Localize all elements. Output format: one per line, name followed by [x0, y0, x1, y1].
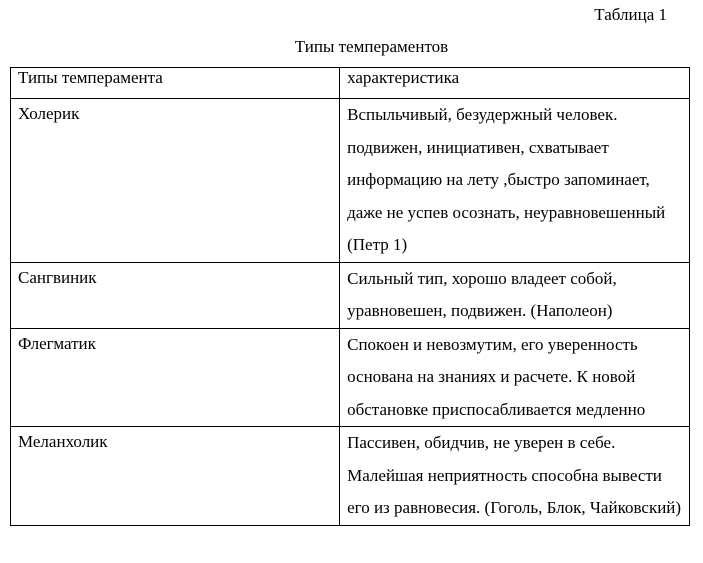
- row-description-cell: Сильный тип, хорошо владеет собой, уравновешен, подвижен. (Наполеон): [340, 262, 690, 328]
- row-type-cell: Сангвиник: [11, 262, 340, 328]
- table-row: [11, 427, 690, 526]
- row-description-cell: Спокоен и невозмутим, его уверенность основана на знаниях и расчете. К новой обстановке приспосабливается медленно: [340, 328, 690, 427]
- row-type-cell: Флегматик: [11, 328, 340, 427]
- header-type: Типы темперамента: [11, 68, 340, 99]
- table-row: [11, 99, 690, 263]
- header-description: характеристика: [340, 68, 690, 99]
- table-number: Таблица 1: [594, 5, 667, 24]
- row-type-cell: Холерик: [11, 99, 340, 263]
- table-row: [11, 328, 690, 427]
- row-type-cell: Меланхолик: [11, 427, 340, 526]
- table-header-row: [11, 68, 690, 99]
- table-row: [11, 262, 690, 328]
- row-description-cell: Вспыльчивый, безудержный человек. подвижен, инициативен, схватывает информацию на лету ,быстро запоминает, даже не успев осознать, неуравновешенный (Петр 1): [340, 99, 690, 263]
- row-description-cell: Пассивен, обидчив, не уверен в себе. Малейшая неприятность способна вывести его из равновесия. (Гоголь, Блок, Чайковский): [340, 427, 690, 526]
- table-caption: Типы темпераментов: [294, 37, 449, 56]
- temperament-table: [10, 67, 690, 526]
